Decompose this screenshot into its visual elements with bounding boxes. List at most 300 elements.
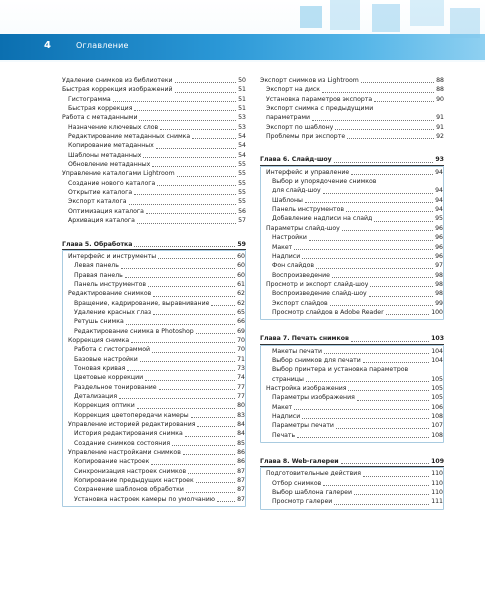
toc-entry-text: Коррекция снимка [68, 336, 130, 344]
dot-leader [148, 286, 235, 287]
toc-entry-text: Копирование метаданных [68, 142, 154, 150]
toc-entry-text: Базовые настройки [74, 355, 138, 363]
toc-entry [266, 384, 443, 393]
toc-entry [62, 141, 246, 150]
toc-entry [68, 439, 245, 448]
dot-leader [370, 286, 433, 287]
toc-entry [266, 233, 443, 242]
dot-leader [134, 194, 236, 195]
toc-entry-text: Отбор снимков [272, 479, 322, 487]
toc-entry [62, 179, 246, 188]
toc-entry [266, 497, 443, 506]
dot-leader [197, 426, 235, 427]
dot-leader [363, 476, 429, 477]
toc-entry [62, 216, 246, 225]
toc-entry-page: 60 [237, 262, 245, 270]
toc-entry-page: 94 [435, 187, 443, 195]
toc-entry-text: Выбор снимков для печати [272, 356, 361, 364]
toc-entry [62, 95, 246, 104]
section-gap [62, 226, 246, 240]
chapter-box [260, 467, 444, 509]
toc-entry-text: Параметры слайд-шоу [266, 224, 340, 232]
toc-entry-page: 54 [238, 142, 246, 150]
toc-entry-page: 65 [237, 308, 245, 316]
toc-entry [260, 76, 444, 85]
dot-leader [211, 305, 235, 306]
section-gap [260, 443, 444, 457]
toc-entry-page: 108 [431, 431, 443, 439]
dot-leader [113, 101, 236, 102]
toc-entry-page: 73 [237, 364, 245, 372]
toc-left-column [62, 76, 246, 507]
dot-leader [323, 485, 429, 486]
dot-leader [302, 258, 433, 259]
dot-leader [153, 296, 235, 297]
toc-entry [266, 214, 443, 223]
toc-entry-line [266, 113, 444, 122]
dot-leader [185, 436, 235, 437]
toc-entry [266, 403, 443, 412]
dot-leader [374, 101, 434, 102]
dot-leader [129, 204, 237, 205]
toc-entry-page: 97 [435, 262, 443, 270]
toc-entry-text: для слайд-шоу [272, 187, 321, 195]
toc-entry [68, 485, 245, 494]
chapter-heading [260, 457, 444, 467]
dot-leader [137, 223, 236, 224]
section-title: Оглавление [76, 41, 129, 50]
toc-entry-line: Экспорт снимка с предыдущими [266, 105, 374, 113]
toc-entry-text: Коррекция цветопередачи камеры [74, 411, 189, 419]
chapter-box [62, 250, 246, 507]
toc-entry-text: Управление историей редактирования [68, 421, 196, 429]
toc-entry-text: Правая панель [74, 271, 123, 279]
toc-entry [266, 280, 443, 289]
dot-leader [334, 162, 434, 163]
toc-entry [266, 177, 443, 196]
decor-square [300, 6, 322, 28]
toc-entry-page: 98 [435, 290, 443, 298]
section-gap [260, 320, 444, 334]
dot-leader [334, 504, 429, 505]
toc-entry-text: История редактирования снимка [74, 430, 183, 438]
dot-leader [158, 258, 235, 259]
toc-entry-page: 51 [238, 105, 246, 113]
toc-entry-page: 56 [238, 207, 246, 215]
toc-entry-text: Установка параметров экспорта [266, 95, 373, 103]
toc-entry [68, 280, 245, 289]
dot-leader [294, 409, 429, 410]
dot-leader [351, 174, 433, 175]
toc-entry [266, 196, 443, 205]
toc-entry-line: Выбор принтера и установка параметров [272, 366, 409, 374]
toc-entry-text: Интерфейс и инструменты [68, 252, 157, 260]
toc-entry-text: Управление каталогами Lightroom [62, 170, 175, 178]
dot-leader [177, 176, 237, 177]
dot-leader [348, 390, 429, 391]
toc-entry-text: Детализация [74, 393, 118, 400]
toc-right-column [260, 76, 444, 510]
toc-entry [68, 261, 245, 270]
chapter-title: Глава 8. Web-галереи [260, 458, 339, 466]
toc-entry [68, 271, 245, 280]
toc-entry-line: Выбор и упорядочение снимков [272, 178, 377, 186]
toc-entry-page: 96 [435, 234, 443, 242]
chapter-page: 109 [431, 458, 444, 466]
toc-entry-text: Параметры изображения [272, 394, 355, 402]
dot-leader [306, 381, 429, 382]
dot-leader [191, 417, 235, 418]
toc-entry-text: Установка настроек камеры по умолчанию [74, 495, 215, 503]
toc-entry-text: Ретушь снимка [74, 318, 124, 326]
toc-entry-page: 77 [237, 393, 245, 400]
toc-entry-page: 53 [238, 123, 246, 131]
dot-leader [153, 314, 235, 315]
toc-entry [260, 95, 444, 104]
dot-leader [347, 138, 434, 139]
toc-entry [68, 467, 245, 476]
toc-entry [62, 132, 246, 141]
toc-entry [62, 104, 246, 113]
toc-entry-page: 110 [431, 470, 443, 478]
toc-entry [266, 421, 443, 430]
decor-square [410, 0, 444, 26]
dot-leader [145, 380, 235, 381]
toc-entry [266, 308, 443, 317]
toc-entry-text: Макеты печати [272, 347, 323, 355]
toc-entry [62, 188, 246, 197]
toc-entry [68, 411, 245, 420]
toc-entry-page: 66 [237, 318, 245, 326]
toc-entry-text: страницы [272, 375, 304, 383]
toc-entry-page: 62 [237, 290, 245, 298]
toc-entry [68, 373, 245, 382]
toc-entry-page: 105 [431, 384, 443, 392]
dot-leader [151, 464, 235, 465]
toc-entry-page: 108 [431, 413, 443, 420]
toc-entry-text: Панель инструментов [74, 280, 147, 288]
toc-entry-page: 55 [238, 170, 246, 178]
dot-leader [131, 342, 235, 343]
toc-entry-text: Левая панель [74, 262, 119, 270]
toc-entry-text: Работа с гистограммой [74, 346, 151, 354]
toc-entry-text: Быстрая коррекция [68, 105, 133, 113]
toc-entry-page: 80 [237, 402, 245, 410]
toc-entry-text: Архивация каталога [68, 217, 135, 225]
chapter-title: Глава 5. Обработка [62, 240, 133, 248]
toc-entry-page: 53 [238, 114, 246, 122]
toc-entry-page: 55 [238, 189, 246, 197]
toc-entry-page: 77 [237, 383, 245, 391]
toc-entry [62, 151, 246, 160]
toc-entry-page: 92 [436, 133, 444, 141]
toc-entry [266, 205, 443, 214]
toc-entry-text: Экспорт слайдов [272, 299, 328, 307]
toc-entry-page: 62 [237, 299, 245, 307]
toc-entry-page: 104 [431, 347, 443, 355]
toc-entry-page: 95 [435, 215, 443, 223]
toc-entry-page: 55 [238, 179, 246, 187]
toc-entry [266, 412, 443, 421]
toc-entry-text: Быстрая коррекция изображений [62, 86, 173, 94]
toc-entry-page: 84 [237, 421, 245, 429]
toc-entry-line [272, 186, 443, 195]
toc-entry [62, 197, 246, 206]
toc-entry [68, 289, 245, 298]
toc-entry-text: Коррекция оптики [74, 402, 135, 410]
toc-entry [260, 104, 444, 123]
toc-entry-text: Управление настройками снимков [68, 449, 181, 457]
toc-entry-text: Фон слайдов [272, 262, 315, 270]
toc-entry [68, 401, 245, 410]
decor-square [450, 8, 480, 38]
toc-entry-page: 110 [431, 489, 443, 497]
toc-entry-text: Настройка изображения [266, 384, 347, 392]
dot-leader [188, 473, 235, 474]
toc-entry-page: 99 [435, 299, 443, 307]
toc-entry [266, 488, 443, 497]
dot-leader [126, 324, 235, 325]
toc-entry-page: 107 [431, 422, 443, 430]
toc-entry [266, 479, 443, 488]
dot-leader [302, 418, 429, 419]
dot-leader [152, 352, 235, 353]
toc-entry-line [272, 375, 443, 384]
toc-entry [68, 429, 245, 438]
toc-entry-text: Экспорт снимков из Lightroom [260, 77, 359, 84]
toc-entry-text: Макет [272, 403, 293, 411]
toc-entry-page: 87 [237, 477, 245, 485]
chapter-title: Глава 6. Слайд-шоу [260, 156, 332, 164]
dot-leader [361, 82, 434, 83]
toc-entry-page: 94 [435, 196, 443, 204]
toc-entry-text: Просмотр галереи [272, 498, 333, 506]
toc-entry-page: 55 [238, 198, 246, 206]
toc-entry-text: Экспорт по шаблону [266, 123, 334, 131]
dot-leader [346, 211, 433, 212]
dot-leader [196, 333, 235, 334]
toc-entry [266, 299, 443, 308]
toc-entry-text: Редактирование снимка в Photoshop [74, 327, 194, 335]
toc-entry-page: 98 [435, 271, 443, 279]
toc-entry-text: Надписи [272, 413, 301, 420]
chapter-page: 103 [431, 335, 444, 343]
toc-entry-page: 105 [431, 394, 443, 402]
toc-entry-page: 60 [237, 252, 245, 260]
toc-entry [62, 113, 246, 122]
dot-leader [186, 492, 235, 493]
decor-square [330, 0, 360, 30]
chapter-title: Глава 7. Печать снимков [260, 335, 349, 343]
dot-leader [351, 341, 429, 342]
toc-entry [266, 431, 443, 440]
toc-entry-text: Просмотр слайдов в Adobe Reader [272, 308, 384, 316]
toc-entry [62, 76, 246, 85]
dot-leader [309, 240, 433, 241]
toc-entry-text: Экспорт каталога [68, 198, 127, 206]
toc-entry-page: 111 [431, 498, 443, 506]
section-gap [260, 141, 444, 155]
toc-entry-text: Панель инструментов [272, 206, 345, 214]
toc-entry-text: Печать [272, 431, 296, 439]
dot-leader [294, 249, 433, 250]
toc-entry-text: Вращение, кадрирование, выравнивание [74, 299, 210, 307]
toc-entry-page: 104 [431, 356, 443, 364]
toc-entry-page: 110 [431, 479, 443, 487]
toc-entry-page: 61 [237, 280, 245, 288]
dot-leader [357, 400, 429, 401]
toc-entry-page: 90 [436, 95, 444, 103]
chapter-box [260, 166, 444, 321]
toc-entry [68, 457, 245, 466]
dot-leader [175, 82, 237, 83]
chapter-page: 59 [237, 240, 246, 248]
toc-entry [266, 356, 443, 365]
toc-entry-page: 94 [435, 168, 443, 176]
toc-entry [68, 336, 245, 345]
dot-leader [146, 213, 236, 214]
toc-entry [266, 289, 443, 298]
dot-leader [160, 129, 236, 130]
toc-entry [68, 448, 245, 457]
toc-entry [266, 168, 443, 177]
dot-leader [156, 148, 236, 149]
toc-entry-text: Шаблоны [272, 196, 303, 204]
chapter-box [260, 345, 444, 443]
toc-entry-text: Копирование предыдущих настроек [74, 477, 194, 485]
dot-leader [374, 221, 433, 222]
dot-leader [125, 277, 235, 278]
dot-leader [297, 437, 429, 438]
toc-entry-page: 96 [435, 252, 443, 260]
toc-entry-text: Обновление метаданных [68, 161, 151, 169]
dot-leader [175, 92, 237, 93]
chapter-heading [260, 155, 444, 165]
toc-entry [266, 261, 443, 270]
toc-entry [62, 160, 246, 169]
toc-entry-text: Цветовые коррекции [74, 374, 144, 382]
toc-entry-text: Тоновая кривая [74, 364, 126, 372]
dot-leader [335, 129, 434, 130]
toc-entry-page: 50 [238, 77, 246, 84]
toc-entry-text: Добавление надписи на слайд [272, 215, 373, 223]
toc-entry-page: 91 [436, 123, 444, 131]
dot-leader [312, 120, 434, 121]
toc-entry-page: 71 [237, 355, 245, 363]
toc-entry-text: Настройки [272, 234, 307, 242]
toc-entry-page: 70 [237, 346, 245, 354]
chapter-heading [260, 334, 444, 344]
toc-entry-page: 87 [237, 486, 245, 494]
toc-entry-page: 74 [237, 374, 245, 382]
toc-entry-page: 60 [237, 271, 245, 279]
dot-leader [143, 157, 236, 158]
toc-entry-text: Копирование настроек [74, 458, 150, 466]
dot-leader [183, 454, 235, 455]
dot-leader [324, 353, 429, 354]
dot-leader [217, 501, 235, 502]
toc-entry-page: 87 [237, 467, 245, 475]
toc-entry [68, 252, 245, 261]
toc-entry [68, 327, 245, 336]
toc-entry-page: 98 [435, 280, 443, 288]
dot-leader [322, 92, 434, 93]
dot-leader [341, 463, 429, 464]
toc-entry-page: 88 [436, 77, 444, 84]
toc-entry [68, 476, 245, 485]
toc-entry [68, 495, 245, 504]
header-band [0, 34, 485, 60]
toc-entry-text: Воспроизведение [272, 271, 330, 279]
toc-entry [68, 383, 245, 392]
toc-entry-page: 51 [238, 95, 246, 103]
dot-leader [139, 120, 236, 121]
toc-entry-text: Проблемы при экспорте [266, 133, 346, 141]
toc-entry-page: 54 [238, 151, 246, 159]
toc-entry-page: 96 [435, 243, 443, 251]
toc-entry-page: 100 [431, 308, 443, 316]
dot-leader [157, 185, 236, 186]
toc-entry-text: Редактирование метаданных снимка [68, 133, 191, 141]
page-header [0, 0, 485, 62]
toc-entry [260, 85, 444, 94]
chapter-heading [62, 240, 246, 250]
toc-entry [266, 224, 443, 233]
toc-entry-text: Просмотр и экспорт слайд-шоу [266, 280, 369, 288]
toc-entry [266, 271, 443, 280]
dot-leader [127, 370, 235, 371]
toc-entry-text: Гистограмма [68, 95, 111, 103]
dot-leader [305, 202, 433, 203]
toc-entry [266, 393, 443, 402]
toc-entry-page: 86 [237, 449, 245, 457]
dot-leader [119, 398, 235, 399]
dot-leader [134, 110, 236, 111]
toc-entry-text: Шаблоны метаданных [68, 151, 142, 159]
dot-leader [342, 230, 433, 231]
toc-entry-text: Оптимизация каталога [68, 207, 144, 215]
toc-entry-page: 51 [238, 86, 246, 94]
toc-entry-text: Удаление красных глаз [74, 308, 152, 316]
toc-entry-text: Надписи [272, 252, 301, 260]
toc-entry-text: Интерфейс и управление [266, 168, 350, 176]
toc-entry [266, 365, 443, 384]
toc-entry [62, 169, 246, 178]
decor-square [372, 4, 400, 32]
toc-entry [266, 243, 443, 252]
toc-entry [68, 345, 245, 354]
toc-entry-page: 69 [237, 327, 245, 335]
toc-entry-text: Воспроизведение слайд-шоу [272, 290, 367, 298]
toc-entry-text: Экспорт на диск [266, 86, 321, 94]
toc-entry-text: Параметры печати [272, 422, 334, 430]
toc-entry-text: Работа с метаданными [62, 114, 138, 122]
toc-entry-page: 83 [237, 411, 245, 419]
toc-entry-page: 94 [435, 206, 443, 214]
dot-leader [134, 246, 235, 247]
dot-leader [369, 296, 433, 297]
toc-entry [266, 469, 443, 478]
toc-entry-text: Подготовительные действия [266, 470, 362, 478]
toc-entry-page: 106 [431, 403, 443, 411]
toc-entry-page: 91 [436, 114, 444, 122]
toc-entry-text: Синхронизация настроек снимков [74, 467, 187, 475]
toc-entry-page: 88 [436, 86, 444, 94]
toc-entry-page: 96 [435, 224, 443, 232]
toc-entry [68, 355, 245, 364]
toc-entry-text: Создание снимков состояния [74, 439, 171, 447]
toc-entry-page: 87 [237, 495, 245, 503]
